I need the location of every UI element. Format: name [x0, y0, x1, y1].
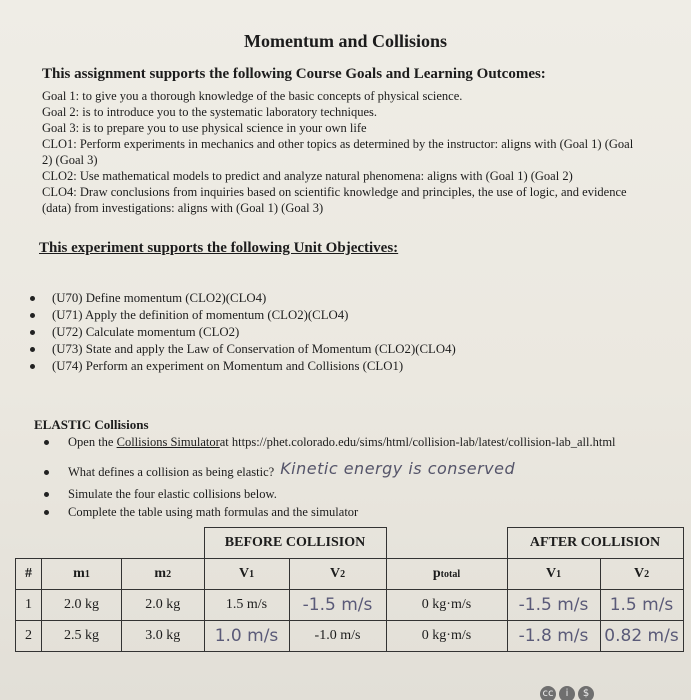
col-ptotal-header: ptotal: [386, 559, 507, 590]
handwritten-cell[interactable]: 0.82 m/s: [600, 621, 683, 652]
handwritten-cell[interactable]: 1.0 m/s: [204, 621, 289, 652]
handwritten-cell[interactable]: -1.5 m/s: [507, 590, 600, 621]
table-header-group-row: [16, 528, 684, 559]
handwritten-cell[interactable]: -1.8 m/s: [507, 621, 600, 652]
elastic-instructions: [44, 433, 616, 521]
col-m1-header: m1: [42, 559, 122, 590]
elastic-heading: ELASTIC Collisions: [34, 417, 149, 432]
goal-line: Goal 3: is to prepare you to use physical science in your own life: [42, 121, 367, 135]
handwritten-cell[interactable]: 1.5 m/s: [600, 590, 683, 621]
list-item: (U74) Perform an experiment on Momentum and Collisions (CLO1): [30, 358, 456, 375]
collision-table: [15, 527, 684, 652]
unit-objectives-list: [30, 290, 456, 375]
list-item: (U71) Apply the definition of momentum (CLO2)(CLO4): [30, 307, 456, 324]
goal-line: Goal 1: to give you a thorough knowledge of the basic concepts of physical science.: [42, 89, 463, 103]
table-row: 2 2.5 kg 3.0 kg 1.0 m/s -1.0 m/s 0 kg·m/s -1.8 m/s 0.82 m/s: [16, 621, 684, 652]
license-badge: [540, 686, 594, 700]
col-number-header: #: [16, 559, 42, 590]
unit-objectives-heading: This experiment supports the following Unit Objectives:: [39, 240, 399, 256]
course-goals-list: [42, 88, 652, 216]
course-goals-heading: This assignment supports the following Course Goals and Learning Outcomes:: [42, 66, 546, 82]
handwritten-cell[interactable]: -1.5 m/s: [289, 590, 386, 621]
list-item: What defines a collision as being elastic? Kinetic energy is conserved: [44, 459, 616, 485]
cc-icon: cc: [540, 686, 556, 700]
by-icon: i: [559, 686, 575, 700]
handwritten-answer: Kinetic energy is conserved: [280, 458, 516, 478]
clo-line: CLO1: Perform experiments in mechanics and other topics as determined by the instructor: aligns with (Goal 1) (Goal 2) (Goal 3): [42, 137, 634, 167]
clo-line: CLO4: Draw conclusions from inquiries based on scientific knowledge and principles, the use of logic, and evidence (data) from investigations: aligns with (Goal 1) (Goal 3): [42, 185, 627, 215]
collisions-simulator-link[interactable]: Collisions Simulator: [116, 434, 220, 449]
list-item: (U73) State and apply the Law of Conservation of Momentum (CLO2)(CLO4): [30, 341, 456, 358]
page-title: Momentum and Collisions: [243, 31, 448, 51]
after-collision-header: AFTER COLLISION: [507, 528, 683, 559]
list-item: Open the Collisions Simulator at https://phet.colorado.edu/sims/html/collision-lab/latest/collision-lab_all.html: [44, 433, 616, 451]
col-v1-header: V1: [204, 559, 289, 590]
col-after-v2-header: V2: [600, 559, 683, 590]
list-item: (U72) Calculate momentum (CLO2): [30, 324, 456, 341]
list-item: Simulate the four elastic collisions below.: [44, 485, 616, 503]
list-item: Complete the table using math formulas and the simulator: [44, 503, 616, 521]
table-row: 1 2.0 kg 2.0 kg 1.5 m/s -1.5 m/s 0 kg·m/s -1.5 m/s 1.5 m/s: [16, 590, 684, 621]
list-item: (U70) Define momentum (CLO2)(CLO4): [30, 290, 456, 307]
col-m2-header: m2: [122, 559, 205, 590]
col-after-v1-header: V1: [507, 559, 600, 590]
col-v2-header: V2: [289, 559, 386, 590]
before-collision-header: BEFORE COLLISION: [204, 528, 386, 559]
nc-icon: $: [578, 686, 594, 700]
clo-line: CLO2: Use mathematical models to predict and analyze natural phenomena: aligns with (Goal 1) (Goal 2): [42, 169, 573, 183]
goal-line: Goal 2: is to introduce you to the systematic laboratory techniques.: [42, 105, 377, 119]
table-column-header-row: [16, 559, 684, 590]
